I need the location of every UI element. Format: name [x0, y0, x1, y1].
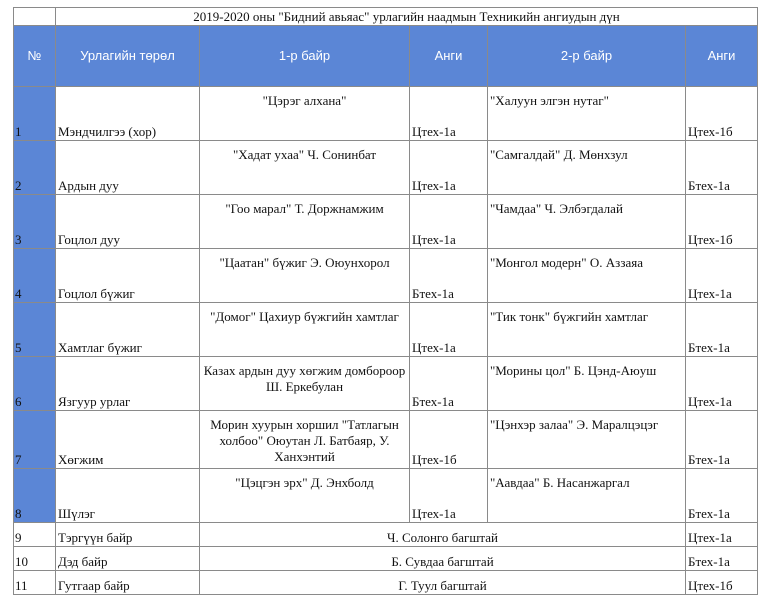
- row-number: 7: [14, 411, 56, 469]
- genre-cell: Язгуур урлаг: [56, 357, 200, 411]
- table-row: [14, 469, 758, 523]
- table-row: [14, 249, 758, 303]
- header-class-1: Анги: [410, 26, 488, 87]
- second-place-cell: "Морины цол" Б. Цэнд-Аюуш: [488, 357, 686, 411]
- table-row: [14, 87, 758, 141]
- first-place-cell: "Цаатан" бүжиг Э. Оюунхорол: [200, 249, 410, 303]
- genre-cell: Мэндчилгээ (хор): [56, 87, 200, 141]
- table-row: [14, 303, 758, 357]
- class-cell: Бтех-1а: [686, 141, 758, 195]
- header-first-place: 1-р байр: [200, 26, 410, 87]
- class-cell: Цтех-1б: [686, 571, 758, 595]
- award-name: Дэд байр: [56, 547, 200, 571]
- first-place-cell: Морин хуурын хоршил "Татлагын холбоо" Оюутан Л. Батбаяр, У. Ханхэнтий: [200, 411, 410, 469]
- second-place-cell: "Тик тонк" бүжгийн хамтлаг: [488, 303, 686, 357]
- second-place-cell: "Чамдаа" Ч. Элбэгдалай: [488, 195, 686, 249]
- class-cell: Бтех-1а: [686, 411, 758, 469]
- class-cell: Цтех-1а: [686, 357, 758, 411]
- table-row: [14, 141, 758, 195]
- class-cell: Бтех-1а: [410, 249, 488, 303]
- award-row: [14, 571, 758, 595]
- class-cell: Цтех-1а: [410, 469, 488, 523]
- first-place-cell: "Домог" Цахиур бүжгийн хамтлаг: [200, 303, 410, 357]
- table-title: 2019-2020 оны "Бидний авьяас" урлагийн наадмын Техникийн ангиудын дүн: [56, 8, 758, 26]
- row-number: 6: [14, 357, 56, 411]
- award-row: [14, 547, 758, 571]
- results-table: [13, 7, 758, 595]
- first-place-cell: "Хадат ухаа" Ч. Сонинбат: [200, 141, 410, 195]
- genre-cell: Гоцлол бүжиг: [56, 249, 200, 303]
- table-row: [14, 195, 758, 249]
- header-second-place: 2-р байр: [488, 26, 686, 87]
- class-cell: Бтех-1а: [686, 547, 758, 571]
- second-place-cell: "Монгол модерн" О. Аззаяа: [488, 249, 686, 303]
- row-number: 11: [14, 571, 56, 595]
- table-row: [14, 411, 758, 469]
- second-place-cell: "Цэнхэр залаа" Э. Маралцэцэг: [488, 411, 686, 469]
- class-cell: Цтех-1б: [410, 411, 488, 469]
- class-cell: Цтех-1а: [410, 87, 488, 141]
- class-cell: Бтех-1а: [410, 357, 488, 411]
- second-place-cell: "Аавдаа" Б. Насанжаргал: [488, 469, 686, 523]
- award-teacher: Ч. Солонго багштай: [200, 523, 686, 547]
- table-row: [14, 357, 758, 411]
- class-cell: Цтех-1а: [686, 249, 758, 303]
- genre-cell: Гоцлол дуу: [56, 195, 200, 249]
- header-num: №: [14, 26, 56, 87]
- class-cell: Цтех-1а: [410, 195, 488, 249]
- class-cell: Цтех-1а: [410, 141, 488, 195]
- award-row: [14, 523, 758, 547]
- award-name: Тэргүүн байр: [56, 523, 200, 547]
- genre-cell: Хөгжим: [56, 411, 200, 469]
- first-place-cell: Казах ардын дуу хөгжим домбороор Ш. Еркебулан: [200, 357, 410, 411]
- genre-cell: Шүлэг: [56, 469, 200, 523]
- header-genre: Урлагийн төрөл: [56, 26, 200, 87]
- second-place-cell: "Самгалдай" Д. Мөнхзул: [488, 141, 686, 195]
- second-place-cell: "Халуун элгэн нутаг": [488, 87, 686, 141]
- class-cell: Бтех-1а: [686, 303, 758, 357]
- class-cell: Цтех-1б: [686, 87, 758, 141]
- header-class-2: Анги: [686, 26, 758, 87]
- class-cell: Цтех-1а: [410, 303, 488, 357]
- first-place-cell: "Цэцгэн эрх" Д. Энхболд: [200, 469, 410, 523]
- row-number: 3: [14, 195, 56, 249]
- row-number: 8: [14, 469, 56, 523]
- class-cell: Цтех-1б: [686, 195, 758, 249]
- row-number: 1: [14, 87, 56, 141]
- header-row: [14, 26, 758, 87]
- row-number: 4: [14, 249, 56, 303]
- award-teacher: Г. Туул багштай: [200, 571, 686, 595]
- class-cell: Цтех-1а: [686, 523, 758, 547]
- class-cell: Бтех-1а: [686, 469, 758, 523]
- row-number: 5: [14, 303, 56, 357]
- row-number: 10: [14, 547, 56, 571]
- genre-cell: Хамтлаг бүжиг: [56, 303, 200, 357]
- first-place-cell: "Гоо марал" Т. Доржнамжим: [200, 195, 410, 249]
- blank-cell: [14, 8, 56, 26]
- title-row: [14, 8, 758, 26]
- row-number: 2: [14, 141, 56, 195]
- award-teacher: Б. Сувдаа багштай: [200, 547, 686, 571]
- genre-cell: Ардын дуу: [56, 141, 200, 195]
- row-number: 9: [14, 523, 56, 547]
- first-place-cell: "Цэрэг алхана": [200, 87, 410, 141]
- award-name: Гутгаар байр: [56, 571, 200, 595]
